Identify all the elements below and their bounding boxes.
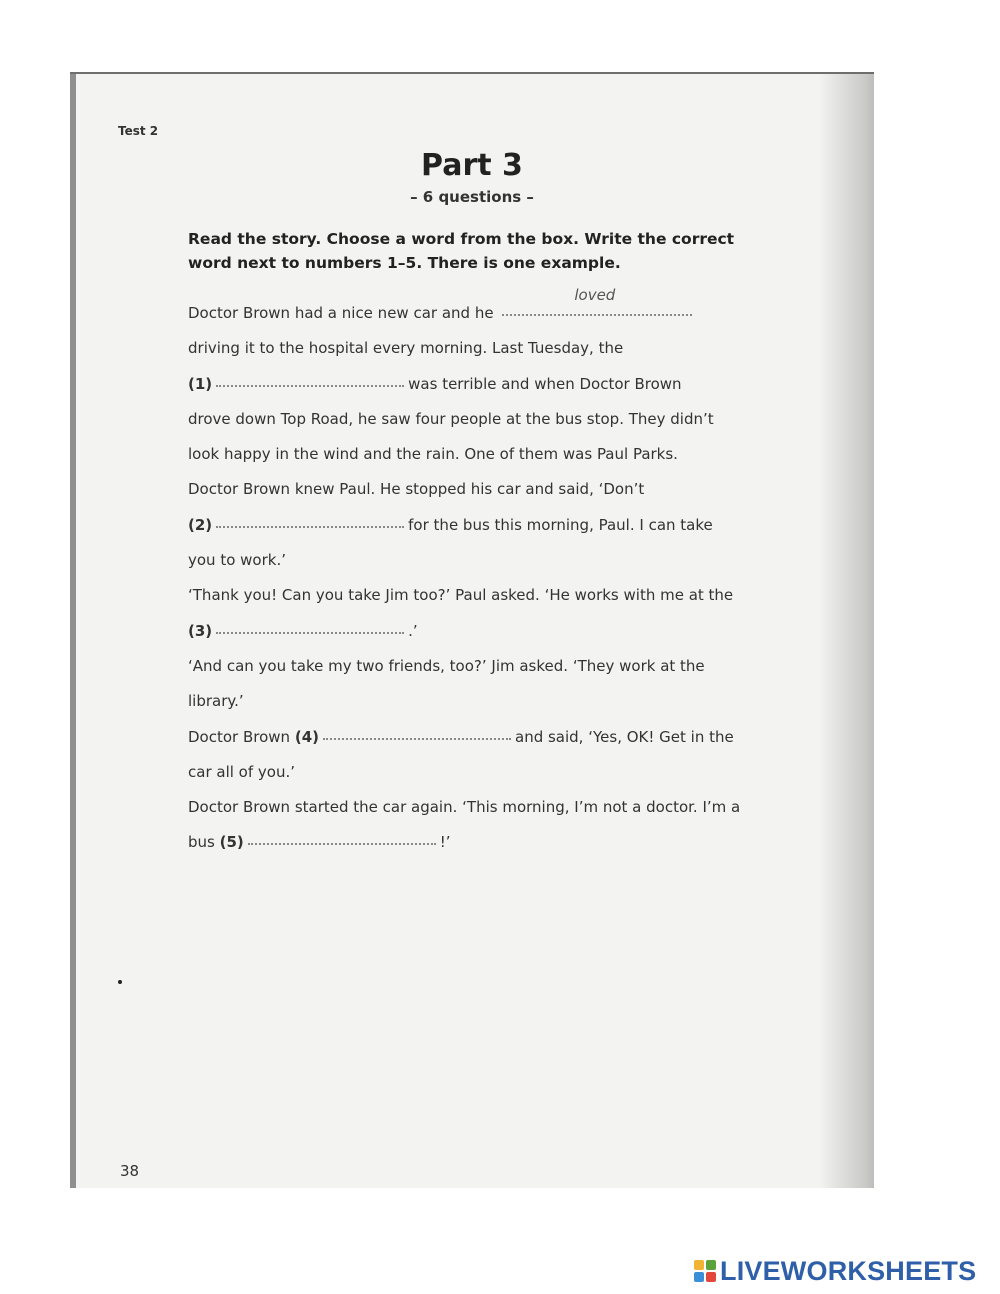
story-line [188,652,788,687]
story-line [188,758,788,793]
question-number: (1) [188,374,213,393]
logo-grid-icon [694,1260,716,1282]
story-line [188,511,788,546]
logo-square [706,1272,716,1282]
story-text-segment: and said, ‘Yes, OK! Get in the [515,727,734,746]
story-text-segment: ‘Thank you! Can you take Jim too?’ Paul asked. ‘He works with me at the [188,586,734,605]
page-subtitle: – 6 questions – [410,188,534,206]
answer-blank-2[interactable] [216,525,404,528]
story-text-segment: was terrible and when Doctor Brown [408,374,682,393]
story-line [188,723,788,758]
instructions: Read the story. Choose a word from the box. Write the correct word next to numbers 1–5. There is one example. [188,230,735,272]
story-line [188,793,788,828]
test-label: Test 2 [118,124,159,138]
logo-square [694,1272,704,1282]
example-answer-blank [498,286,696,327]
story-text-segment: ‘And can you take my two friends, too?’ Jim asked. ‘They work at the [188,656,705,675]
story-line [188,617,788,652]
story-text-segment: look happy in the wind and the rain. One of them was Paul Parks. [188,445,678,464]
liveworksheets-logo [694,1256,976,1286]
example-answer: loved [574,286,616,304]
logo-square [694,1260,704,1270]
answer-blank-3[interactable] [216,631,404,634]
story-text-segment: .’ [408,621,418,640]
scan-speck [118,980,122,984]
story-line [188,546,788,581]
question-number: (4) [294,727,319,746]
logo-text: LIVEWORKSHEETS [720,1255,977,1286]
story-text-segment: library.’ [188,692,244,711]
story-line [188,334,788,369]
story-text-segment: drove down Top Road, he saw four people at the bus stop. They didn’t [188,409,714,428]
story-line [188,405,788,440]
story-text-segment: driving it to the hospital every morning. Last Tuesday, the [188,339,624,358]
page-number: 38 [120,1162,140,1180]
story-text-segment: Doctor Brown knew Paul. He stopped his car and said, ‘Don’t [188,480,645,499]
story-text-segment: !’ [439,833,451,852]
logo-square [706,1260,716,1270]
story-text-segment: Doctor Brown had a nice new car and he [188,304,494,322]
story-text-segment: bus [188,833,215,852]
story-line [188,581,788,616]
story-line [188,286,788,334]
story-line [188,828,788,863]
story-text-segment: car all of you.’ [188,762,295,781]
question-number: (3) [188,621,213,640]
story-line [188,370,788,405]
story-text-segment: Doctor Brown [188,727,291,746]
answer-blank-1[interactable] [216,384,404,387]
story-text-segment: Doctor Brown started the car again. ‘This morning, I’m not a doctor. I’m a [188,798,741,817]
story-line [188,687,788,722]
story-text [188,286,788,864]
page-title: Part 3 [421,148,523,183]
story-text-segment: for the bus this morning, Paul. I can take [408,515,713,534]
story-line [188,475,788,510]
answer-blank-4[interactable] [323,737,511,740]
worksheet-page [70,72,874,1188]
question-number: (2) [188,515,213,534]
story-line [188,440,788,475]
answer-blank-5[interactable] [248,842,436,845]
story-text-segment: you to work.’ [188,551,286,570]
question-number: (5) [219,833,244,852]
